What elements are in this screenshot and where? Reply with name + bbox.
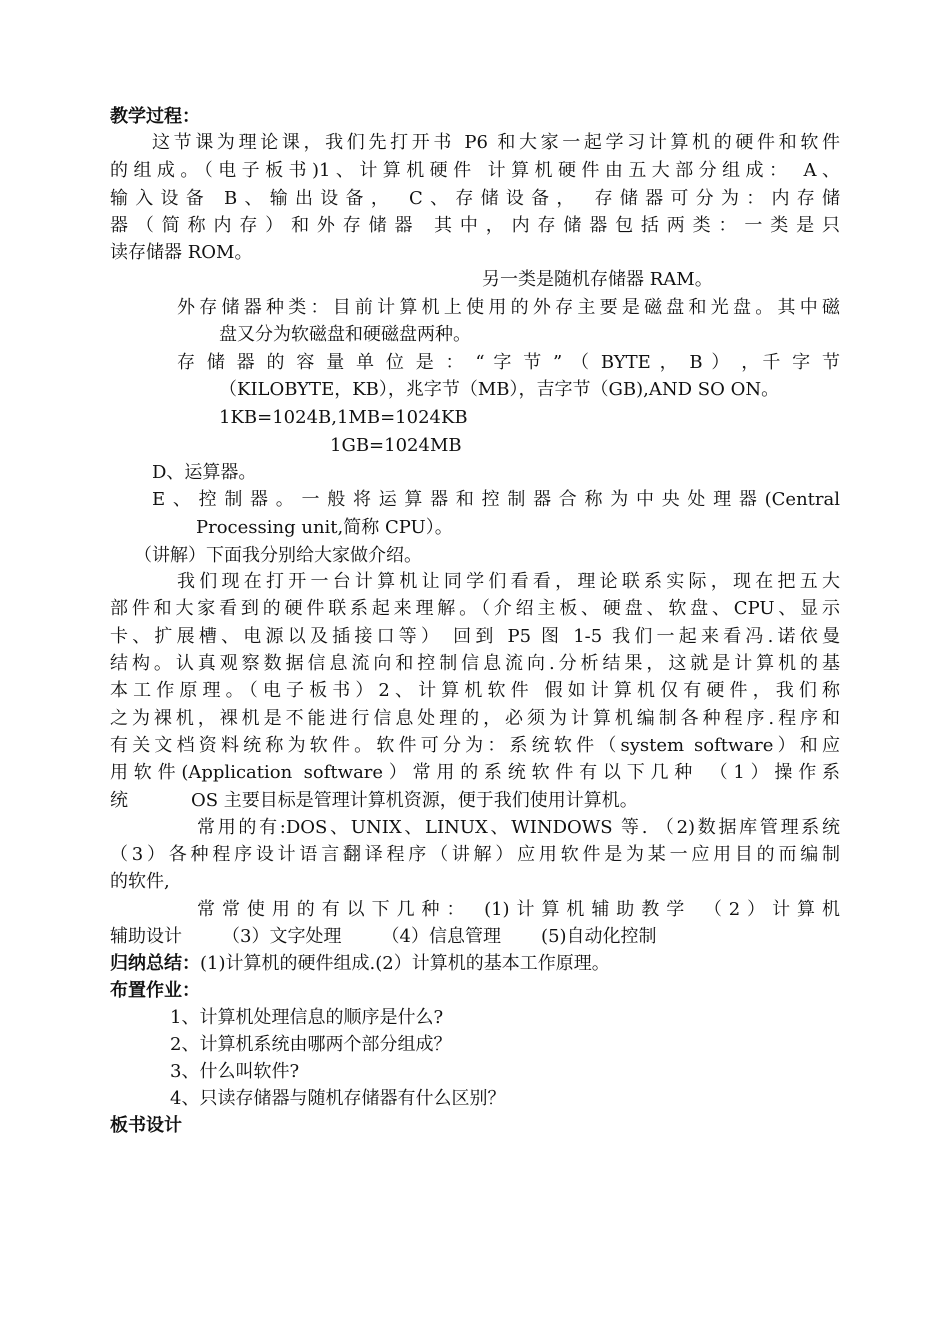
paragraph-line: （KILOBYTE，KB），兆字节（MB），吉字节（GB),AND SO ON。 [219,379,780,400]
paragraph-line: （讲解）下面我分别给大家做介绍。 [134,545,422,566]
paragraph-line: 外存储器种类：目前计算机上使用的外存主要是磁盘和光盘。其中磁 [177,297,840,318]
paragraph-line: 之为裸机，裸机是不能进行信息处理的，必须为计算机编制各种程序.程序和 [110,708,840,729]
paragraph-line: E、控制器。一般将运算器和控制器合称为中央处理器(Central [152,489,840,510]
homework-item: 4、只读存储器与随机存储器有什么区别？ [170,1088,506,1109]
paragraph-line: 统 OS 主要目标是管理计算机资源，便于我们使用计算机。 [110,790,638,811]
summary-text: (1)计算机的硬件组成.(2）计算机的基本工作原理。 [200,953,610,974]
homework-item: 3、什么叫软件? [170,1061,300,1082]
summary-heading: 归纳总结： [110,953,200,974]
paragraph-line: 器（简称内存）和外存储器 其中，内存储器包括两类：一类是只 [110,215,840,236]
paragraph-line: 1GB=1024MB [330,435,462,456]
paragraph-line: 有关文档资料统称为软件。软件可分为：系统软件（system software）和应 [110,735,840,756]
paragraph-line: Processing unit,简称 CPU）。 [196,517,453,538]
homework-heading: 布置作业： [110,980,200,1001]
paragraph-line: 结构。认真观察数据信息流向和控制信息流向.分析结果，这就是计算机的基 [110,653,840,674]
summary-line [110,951,610,977]
paragraph-line: 1KB=1024B,1MB=1024KB [219,407,468,428]
paragraph-line: （3）各种程序设计语言翻译程序（讲解）应用软件是为某一应用目的而编制 [110,844,840,865]
teaching-process-heading: 教学过程： [110,106,200,127]
board-design-heading: 板书设计 [110,1115,182,1136]
paragraph-line: 输入设备 B、输出设备， C、存储设备， 存储器可分为：内存储 [110,188,840,209]
paragraph-line: 的软件, [110,871,170,892]
paragraph-line: 辅助设计 （3）文字处理 （4）信息管理 (5)自动化控制 [110,926,657,947]
paragraph-line: 读存储器 ROM。 [110,242,253,263]
homework-item: 1、计算机处理信息的顺序是什么? [170,1007,444,1028]
paragraph-line: 部件和大家看到的硬件联系起来理解。（介绍主板、硬盘、软盘、CPU、显示 [110,598,840,619]
paragraph-line: 常用的有:DOS、UNIX、LINUX、WINDOWS 等. （2)数据库管理系统 [197,817,840,838]
homework-item: 2、计算机系统由哪两个部分组成？ [170,1034,452,1055]
paragraph-line: 存 储 器 的 容 量 单 位 是 ： “ 字 节 ” （ BYTE ， B ） ，千 字 节 [177,352,840,373]
paragraph-line: 的组成。（电子板书)1、计算机硬件 计算机硬件由五大部分组成： A、 [110,160,840,181]
paragraph-line: 常常使用的有以下几种： (1)计算机辅助教学 （2）计算机 [197,899,840,920]
paragraph-line: 卡、扩展槽、电源以及插接口等） 回到 P5 图 1-5 我们一起来看冯.诺依曼 [110,626,840,647]
paragraph-line: 另一类是随机存储器 RAM。 [482,269,713,290]
paragraph-line: 我们现在打开一台计算机让同学们看看，理论联系实际，现在把五大 [177,571,840,592]
paragraph-line: 盘又分为软磁盘和硬磁盘两种。 [219,324,471,345]
paragraph-line: 这节课为理论课，我们先打开书 P6 和大家一起学习计算机的硬件和软件 [152,132,840,153]
paragraph-line: 用软件(Application software）常用的系统软件有以下几种 （1）操作系 [110,762,840,783]
paragraph-line: D、运算器。 [152,462,257,483]
paragraph-line: 本工作原理。（电子板书）2、计算机软件 假如计算机仅有硬件，我们称 [110,680,840,701]
